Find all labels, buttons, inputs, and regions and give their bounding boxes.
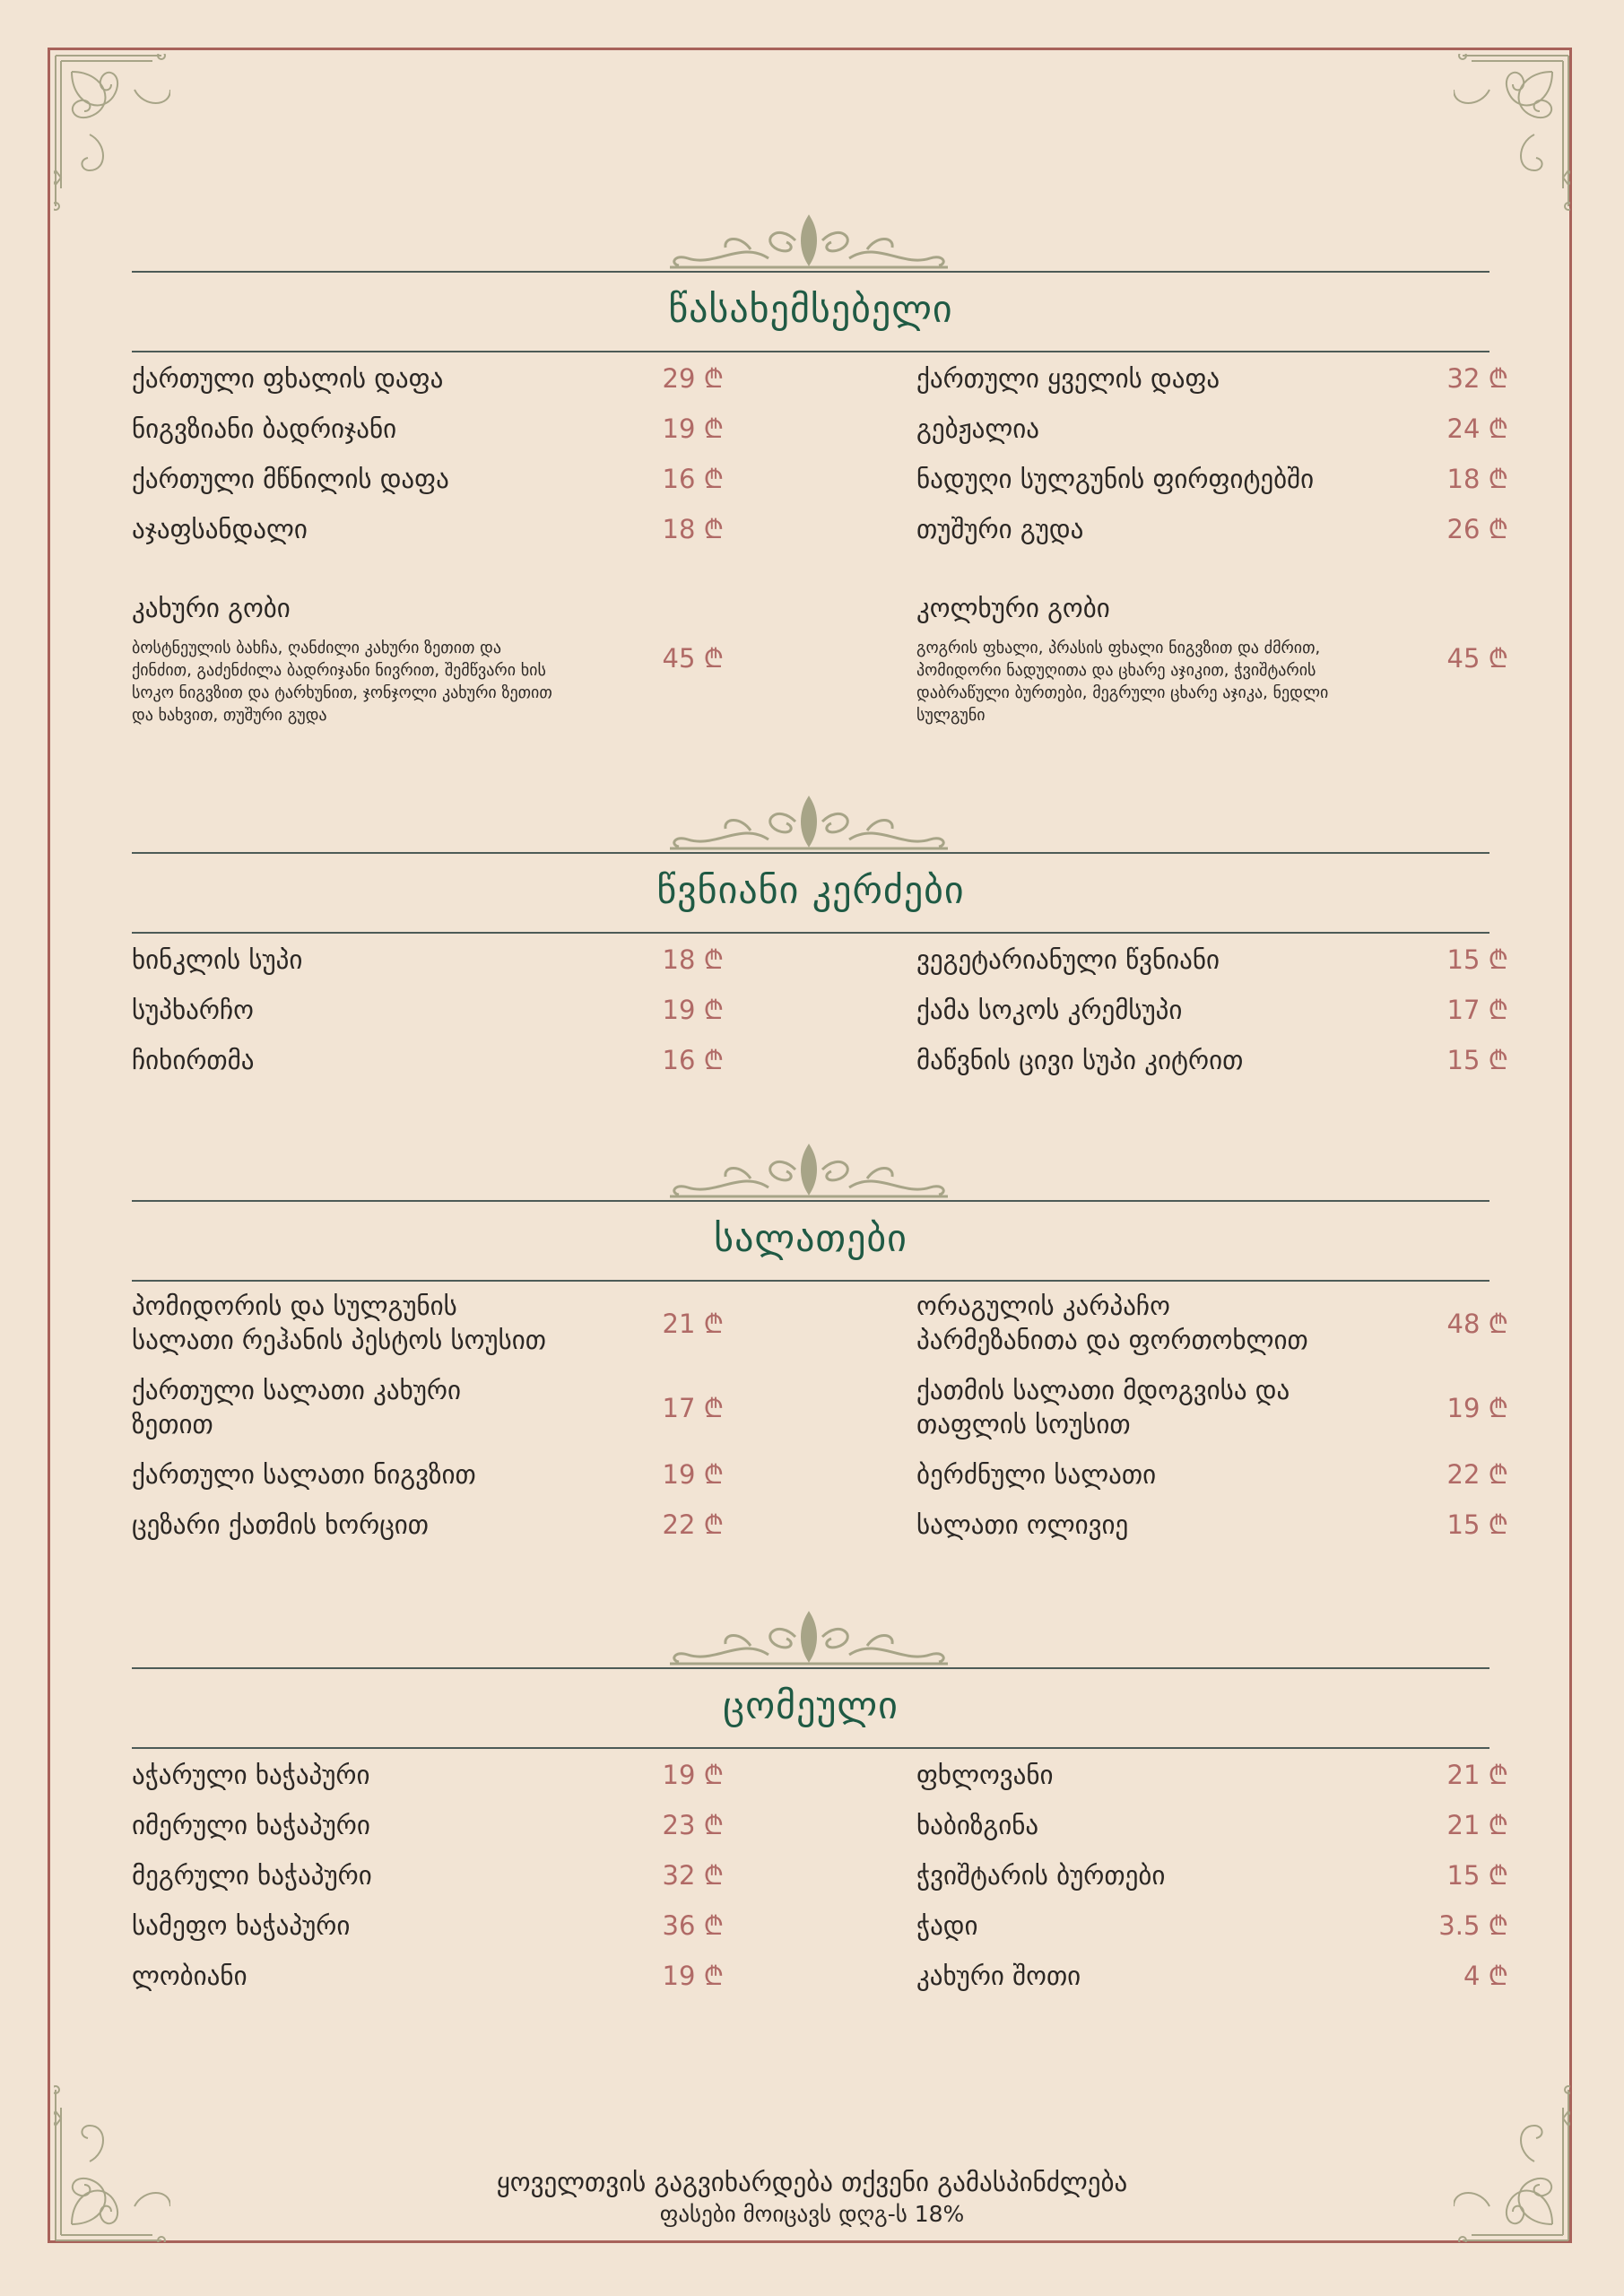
item-price: 21 ₾ bbox=[1446, 1810, 1508, 1840]
item-price: 32 ₾ bbox=[1446, 363, 1508, 394]
item-price: 19 ₾ bbox=[662, 1459, 724, 1490]
corner-flourish-icon bbox=[54, 54, 170, 215]
item-price: 16 ₾ bbox=[662, 1045, 724, 1075]
item-name: ქართული ფხალის დაფა bbox=[132, 363, 444, 394]
section-title: სალათები bbox=[714, 1216, 908, 1260]
item-name: ორაგულის კარპაჩო bbox=[916, 1291, 1170, 1321]
item-price: 18 ₾ bbox=[1446, 464, 1508, 494]
footer-welcome-text: ყოველთვის გაგვიხარდება თქვენი გამასპინძლება bbox=[496, 2167, 1128, 2197]
item-name: პომიდორის და სულგუნის bbox=[132, 1291, 457, 1321]
item-price: 17 ₾ bbox=[1446, 995, 1508, 1025]
item-name-line2: სალათი რეჰანის პესტოს სოუსით bbox=[132, 1325, 546, 1355]
item-name: იმერული ხაჭაპური bbox=[132, 1810, 370, 1840]
item-name: ცეზარი ქათმის ხორცით bbox=[132, 1509, 430, 1540]
item-name: სამეფო ხაჭაპური bbox=[132, 1910, 351, 1941]
item-name: ვეგეტარიანული წვნიანი bbox=[916, 944, 1220, 975]
item-description: ბოსტნეულის ბახჩა, ღანძილი კახური ზეთით და ქინძით, გაძენძილა ბადრიჯანი ნივრით, შემწვარი ხის სოკო ნიგვზით და ტარხუნით, ჯონჯოლი კახური ზეთით და ხახვით, თუშური გუდა bbox=[132, 639, 552, 725]
item-price: 45 ₾ bbox=[1446, 643, 1508, 674]
item-price: 19 ₾ bbox=[662, 413, 724, 444]
section-title: ცომეული bbox=[723, 1683, 899, 1727]
section-appetizers bbox=[132, 213, 1508, 752]
item-price: 4 ₾ bbox=[1463, 1961, 1508, 1991]
item-price: 15 ₾ bbox=[1446, 1509, 1508, 1540]
item-name: ბერძნული სალათი bbox=[916, 1459, 1157, 1490]
item-price: 3.5 ₾ bbox=[1438, 1910, 1508, 1941]
item-name: ქართული ყველის დაფა bbox=[916, 363, 1220, 394]
item-price: 16 ₾ bbox=[662, 464, 724, 494]
item-price: 32 ₾ bbox=[662, 1860, 724, 1891]
item-price: 15 ₾ bbox=[1446, 1045, 1508, 1075]
item-price: 15 ₾ bbox=[1446, 1860, 1508, 1891]
item-name: თუშური გუდა bbox=[916, 514, 1084, 544]
item-price: 24 ₾ bbox=[1446, 413, 1508, 444]
item-name: ქამა სოკოს კრემსუპი bbox=[916, 995, 1183, 1025]
item-price: 29 ₾ bbox=[662, 363, 724, 394]
item-name: მაწვნის ცივი სუპი კიტრით bbox=[916, 1045, 1244, 1075]
item-price: 17 ₾ bbox=[662, 1393, 724, 1423]
item-price: 48 ₾ bbox=[1446, 1309, 1508, 1339]
section-title: წვნიანი კერძები bbox=[656, 868, 965, 912]
item-name: ლობიანი bbox=[132, 1961, 248, 1991]
item-price: 26 ₾ bbox=[1446, 514, 1508, 544]
item-name: ნიგვზიანი ბადრიჯანი bbox=[132, 413, 397, 444]
item-price: 21 ₾ bbox=[662, 1309, 724, 1339]
item-name: ჩიხირთმა bbox=[132, 1045, 255, 1075]
item-name: ქართული სალათი კახური bbox=[132, 1375, 461, 1405]
item-name-line2: ზეთით bbox=[132, 1409, 213, 1439]
item-price: 19 ₾ bbox=[662, 995, 724, 1025]
item-price: 36 ₾ bbox=[662, 1910, 724, 1941]
item-name: ქართული მწნილის დაფა bbox=[132, 464, 449, 494]
item-name: სუპხარჩო bbox=[132, 995, 254, 1025]
item-name: გებჟალია bbox=[916, 413, 1039, 444]
item-price: 18 ₾ bbox=[662, 514, 724, 544]
item-price: 18 ₾ bbox=[662, 944, 724, 975]
item-name: ჭვიშტარის ბურთები bbox=[916, 1860, 1166, 1891]
section-pastries bbox=[132, 1610, 1508, 2005]
section-title: წასახემსებელი bbox=[668, 287, 953, 331]
item-name: ჭადი bbox=[916, 1910, 978, 1941]
item-name: ქათმის სალათი მდოგვისა და bbox=[916, 1375, 1290, 1405]
item-name: ხაბიზგინა bbox=[916, 1810, 1039, 1840]
item-name: კოლხური გობი bbox=[916, 593, 1110, 623]
corner-flourish-icon bbox=[1454, 54, 1570, 215]
item-price: 22 ₾ bbox=[1446, 1459, 1508, 1490]
item-price: 15 ₾ bbox=[1446, 944, 1508, 975]
item-name: კახური შოთი bbox=[916, 1961, 1081, 1991]
item-name: ქართული სალათი ნიგვზით bbox=[132, 1459, 476, 1490]
item-price: 23 ₾ bbox=[662, 1810, 724, 1840]
item-name: აჯაფსანდალი bbox=[132, 514, 308, 544]
item-price: 21 ₾ bbox=[1446, 1760, 1508, 1790]
item-name-line2: პარმეზანითა და ფორთოხლით bbox=[916, 1325, 1308, 1355]
item-name: აჭარული ხაჭაპური bbox=[132, 1760, 370, 1790]
item-name: ფხლოვანი bbox=[916, 1760, 1054, 1790]
item-name-line2: თაფლის სოუსით bbox=[916, 1409, 1131, 1439]
section-salads bbox=[132, 1143, 1508, 1564]
fleur-de-lis-ornament-icon bbox=[661, 1143, 957, 1200]
fleur-de-lis-ornament-icon bbox=[661, 1610, 957, 1667]
item-price: 19 ₾ bbox=[1446, 1393, 1508, 1423]
item-name: ნადუღი სულგუნის ფირფიტებში bbox=[916, 464, 1315, 494]
item-price: 45 ₾ bbox=[662, 643, 724, 674]
item-name: ხინკლის სუპი bbox=[132, 944, 303, 975]
item-price: 19 ₾ bbox=[662, 1961, 724, 1991]
item-price: 19 ₾ bbox=[662, 1760, 724, 1790]
item-name: კახური გობი bbox=[132, 593, 291, 623]
fleur-de-lis-ornament-icon bbox=[661, 213, 957, 271]
item-price: 22 ₾ bbox=[662, 1509, 724, 1540]
item-name: სალათი ოლივიე bbox=[916, 1509, 1129, 1540]
item-description: გოგრის ფხალი, პრასის ფხალი ნიგვზით და ძმრით, პომიდორი ნადუღითა და ცხარე აჯიკით, ჭვიშტარის დაბრაწული ბურთები, მეგრული ცხარე აჯიკა, ნედლი სულგუნი bbox=[916, 639, 1329, 725]
footer-vat-note: ფასები მოიცავს დღგ-ს 18% bbox=[659, 2201, 965, 2227]
section-soups bbox=[132, 795, 1508, 1082]
item-name: მეგრული ხაჭაპური bbox=[132, 1860, 372, 1891]
fleur-de-lis-ornament-icon bbox=[661, 795, 957, 852]
